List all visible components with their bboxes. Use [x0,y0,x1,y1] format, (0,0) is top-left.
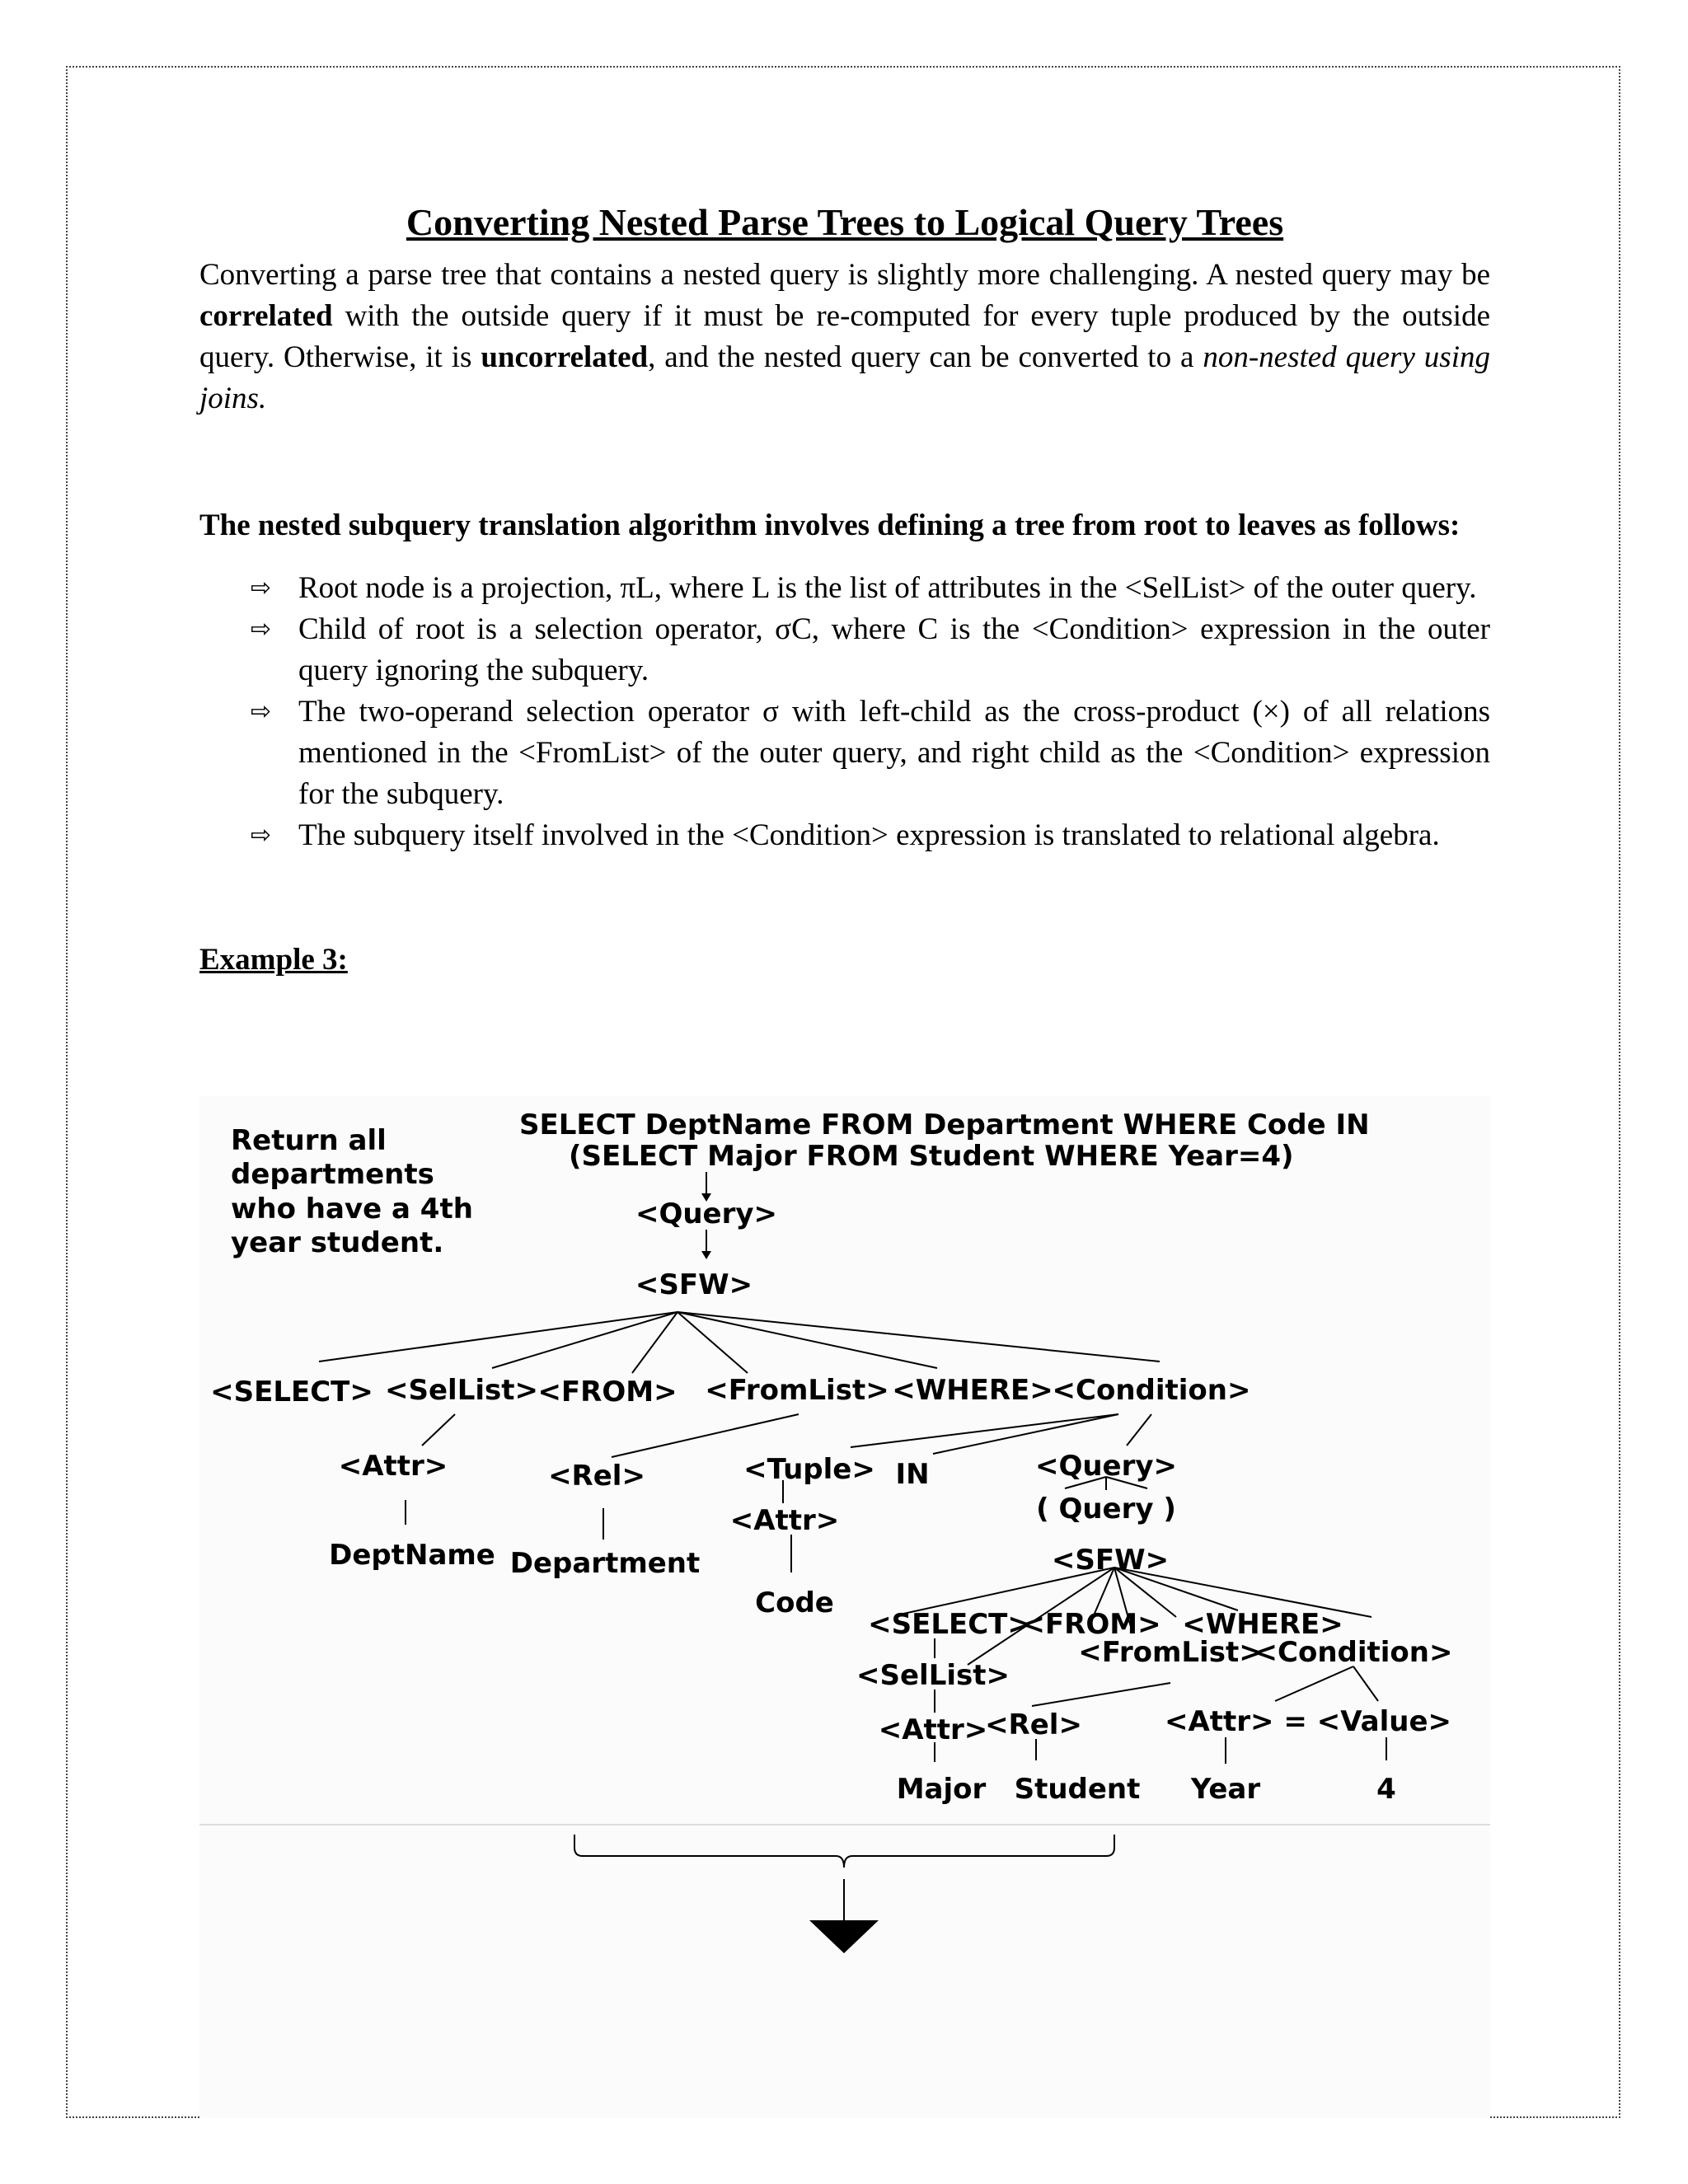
node-condition: <Condition> [1052,1374,1251,1407]
node-query-2: <Query> [1034,1450,1178,1483]
list-item [199,609,1490,691]
node-from: <FROM> [537,1376,678,1408]
node-condition-2: <Condition> [1254,1636,1453,1669]
step-text: The two-operand selection operator σ with left-child as the cross-product (×) of all relations mentioned in the <FromList> of the outer query, and right child as the <Condition> expression for the subquery. [298,695,1490,812]
node-attr-2: <Attr> [729,1504,840,1537]
term-correlated: correlated [199,299,333,334]
leaf-student: Student [1014,1773,1141,1806]
arrow-right-icon: ⇨ [251,821,272,851]
intro-italic: non-nested query using joins. [199,340,1490,416]
term-uncorrelated: uncorrelated [481,340,649,375]
node-attr-1: <Attr> [338,1450,448,1483]
algorithm-steps [199,568,1490,856]
algorithm-heading: The nested subquery translation algorithm involves defining a tree from root to leaves as follows: [199,509,1461,543]
note-line-1: Return all [231,1124,387,1157]
intro-text-3: , and the nested query can be converted to a [648,340,1203,375]
parse-tree-figure [199,1096,1490,2118]
node-sellist: <SelList> [385,1374,538,1407]
example-label: Example 3: [199,943,348,977]
node-sfw: <SFW> [635,1268,753,1301]
sql-line-2: (SELECT Major FROM Student WHERE Year=4) [569,1140,1294,1173]
node-select-2: <SELECT> [868,1608,1031,1641]
node-attr-eq-value: <Attr> = <Value> [1164,1705,1452,1738]
step-text: Root node is a projection, πL, where L is the list of attributes in the <SelList> of the outer query. [298,571,1477,606]
step-text: The subquery itself involved in the <Condition> expression is translated to relational algebra. [298,818,1440,853]
arrow-right-icon: ⇨ [251,615,272,644]
arrow-right-icon: ⇨ [251,574,272,603]
node-sfw-2: <SFW> [1051,1544,1170,1577]
list-item [199,691,1490,815]
document-body [199,199,1490,977]
intro-paragraph [199,255,1490,419]
page-title: Converting Nested Parse Trees to Logical Query Trees [406,201,1284,243]
parse-tree-diagram [199,1096,1490,2118]
sql-line-1: SELECT DeptName FROM Department WHERE Code IN [519,1108,1370,1141]
list-item [199,815,1490,856]
leaf-four: 4 [1376,1773,1396,1806]
node-fromlist-2: <FromList> [1078,1636,1263,1669]
node-in: IN [895,1458,930,1491]
arrowheads [701,1193,879,1953]
leaf-major: Major [896,1773,987,1806]
leaf-code: Code [755,1586,834,1619]
node-tuple: <Tuple> [743,1453,875,1486]
node-select: <SELECT> [210,1376,373,1408]
note-line-2: departments [231,1158,434,1191]
list-item [199,568,1490,609]
node-rel-2: <Rel> [985,1708,1082,1741]
node-paren-query: ( Query ) [1036,1493,1176,1526]
node-where-2: <WHERE> [1182,1608,1343,1641]
down-arrow-icon [809,1920,879,1953]
node-where: <WHERE> [892,1374,1053,1407]
node-sellist-2: <SelList> [856,1659,1010,1692]
node-query: <Query> [635,1197,778,1230]
step-text: Child of root is a selection operator, σC, where C is the <Condition> expression in the outer query ignoring the subquery. [298,612,1490,688]
note-line-4: year student. [231,1226,444,1259]
node-fromlist: <FromList> [705,1374,889,1407]
node-rel-1: <Rel> [548,1460,645,1493]
leaf-year: Year [1190,1773,1261,1806]
intro-text-1: Converting a parse tree that contains a nested query is slightly more challenging. A nested query may be [199,258,1490,293]
arrow-right-icon: ⇨ [251,697,272,727]
leaf-deptname: DeptName [329,1539,495,1572]
note-line-3: who have a 4th [231,1193,473,1226]
node-from-2: <FROM> [1021,1608,1161,1641]
node-attr-3: <Attr> [878,1713,988,1746]
intro-text-2: with the outside query if it must be re-computed for every tuple produced by the outside query. Otherwise, it is [199,299,1490,375]
leaf-department: Department [509,1547,701,1580]
